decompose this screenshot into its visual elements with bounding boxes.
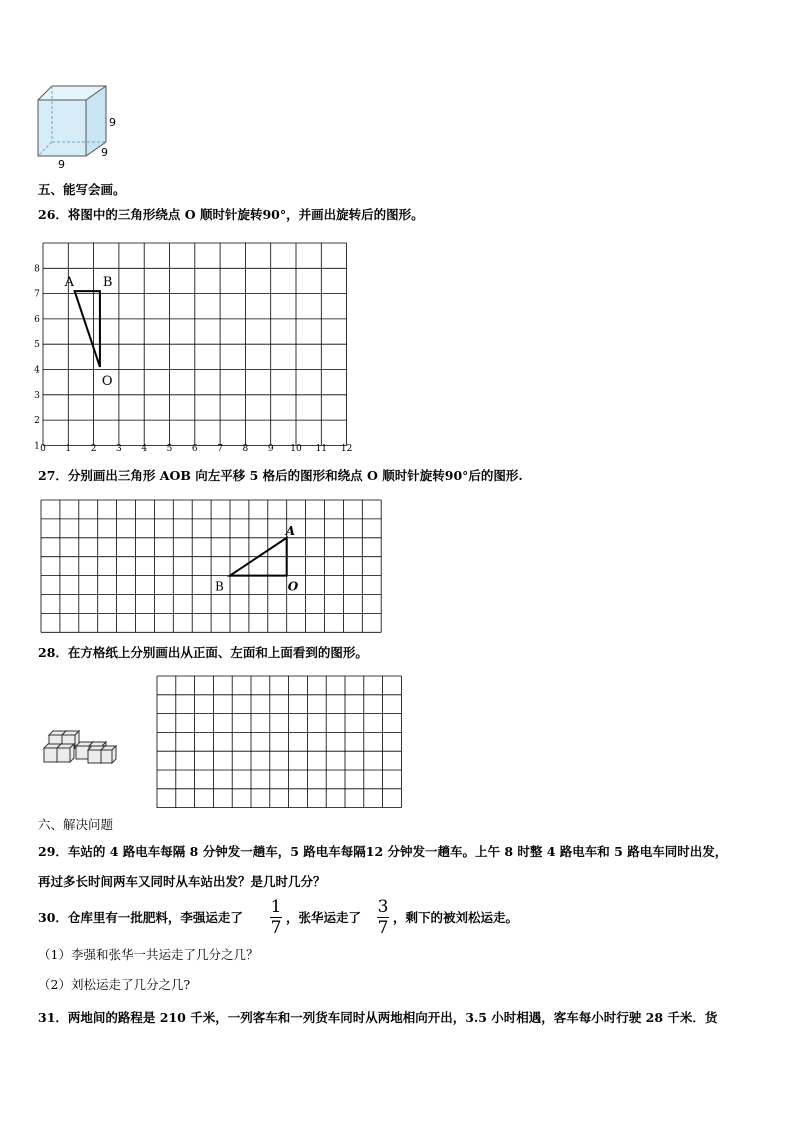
question-30-part-c: ，剩下的被刘松运走。: [393, 910, 519, 925]
point-b-label: B: [102, 275, 113, 291]
y-tick-label: 4: [34, 365, 40, 376]
question-27-text: 27．分别画出三角形 AOB 向左平移 5 格后的图形和绕点 O 顺时针旋转90°后的图形.: [38, 468, 523, 483]
point-b-label: B: [215, 579, 224, 594]
y-tick-label: 2: [34, 416, 40, 427]
x-tick-label: 3: [116, 444, 122, 454]
q27-grid: [38, 498, 383, 633]
fraction-numerator: 1: [270, 897, 282, 917]
point-o-label: O: [287, 579, 299, 594]
x-tick-label: 0: [40, 444, 46, 454]
x-tick-label: 7: [217, 444, 223, 454]
question-30-part-a: 30．仓库里有一批肥料，李强运走了: [38, 910, 243, 925]
x-tick-label: 1: [65, 444, 72, 454]
x-tick-label: 4: [141, 444, 148, 454]
question-30-part-b: ，张华运走了: [286, 910, 362, 925]
question-29-line-2: 再过多长时间两车又同时从车站出发？是几时几分？: [38, 874, 326, 889]
question-26-text: 26．将图中的三角形绕点 O 顺时针旋转90°，并画出旋转后的图形。: [38, 207, 424, 222]
point-o-label: O: [101, 373, 113, 389]
fraction-three-sevenths: [377, 898, 389, 937]
fraction-denominator: 7: [270, 918, 282, 938]
x-tick-label: 5: [166, 444, 173, 454]
cube-depth-label: 9: [101, 146, 108, 159]
x-tick-label: 2: [90, 444, 97, 454]
x-tick-label: 8: [242, 444, 249, 454]
question-30-sub-1: （1）李强和张华一共运走了几分之几？: [38, 947, 259, 962]
y-tick-label: 6: [34, 314, 40, 325]
x-tick-label: 11: [315, 444, 328, 454]
x-tick-label: 12: [340, 444, 353, 454]
cube-height-label: 9: [109, 116, 116, 129]
q26-grid: [30, 238, 360, 456]
fraction-denominator: 7: [377, 918, 389, 938]
fraction-one-seventh: [270, 898, 282, 937]
cube-width-label: 9: [58, 158, 65, 171]
point-a-label: A: [64, 275, 75, 291]
q28-grid: [155, 674, 405, 810]
triangle-abo: [75, 291, 100, 367]
y-tick-label: 5: [34, 340, 40, 351]
cube-stack-figure: [40, 724, 120, 768]
question-29-line-1: 29．车站的 4 路电车每隔 8 分钟发一趟车，5 路电车每隔12 分钟发一趟车。上午 8 时整 4 路电车和 5 路电车同时出发，: [38, 844, 728, 859]
fraction-numerator: 3: [377, 897, 389, 917]
y-tick-label: 1: [34, 441, 40, 452]
y-tick-label: 7: [34, 289, 40, 300]
question-30-sub-2: （2）刘松运走了几分之几?: [38, 977, 191, 992]
x-tick-label: 6: [191, 444, 198, 454]
point-a-label: A: [285, 523, 296, 538]
section-5-title: 五、能写会画。: [38, 182, 126, 197]
x-tick-label: 10: [290, 444, 302, 454]
x-tick-label: 9: [267, 444, 274, 454]
y-tick-label: 8: [34, 264, 40, 275]
question-31-text: 31．两地间的路程是 210 千米，一列客车和一列货车同时从两地相向开出，3.5 小时相遇，客车每小时行驶 28 千米．货: [38, 1010, 718, 1025]
y-tick-label: 3: [34, 390, 40, 401]
section-6-title: 六、解决问题: [38, 817, 114, 832]
question-28-text: 28．在方格纸上分别画出从正面、左面和上面看到的图形。: [38, 645, 368, 660]
